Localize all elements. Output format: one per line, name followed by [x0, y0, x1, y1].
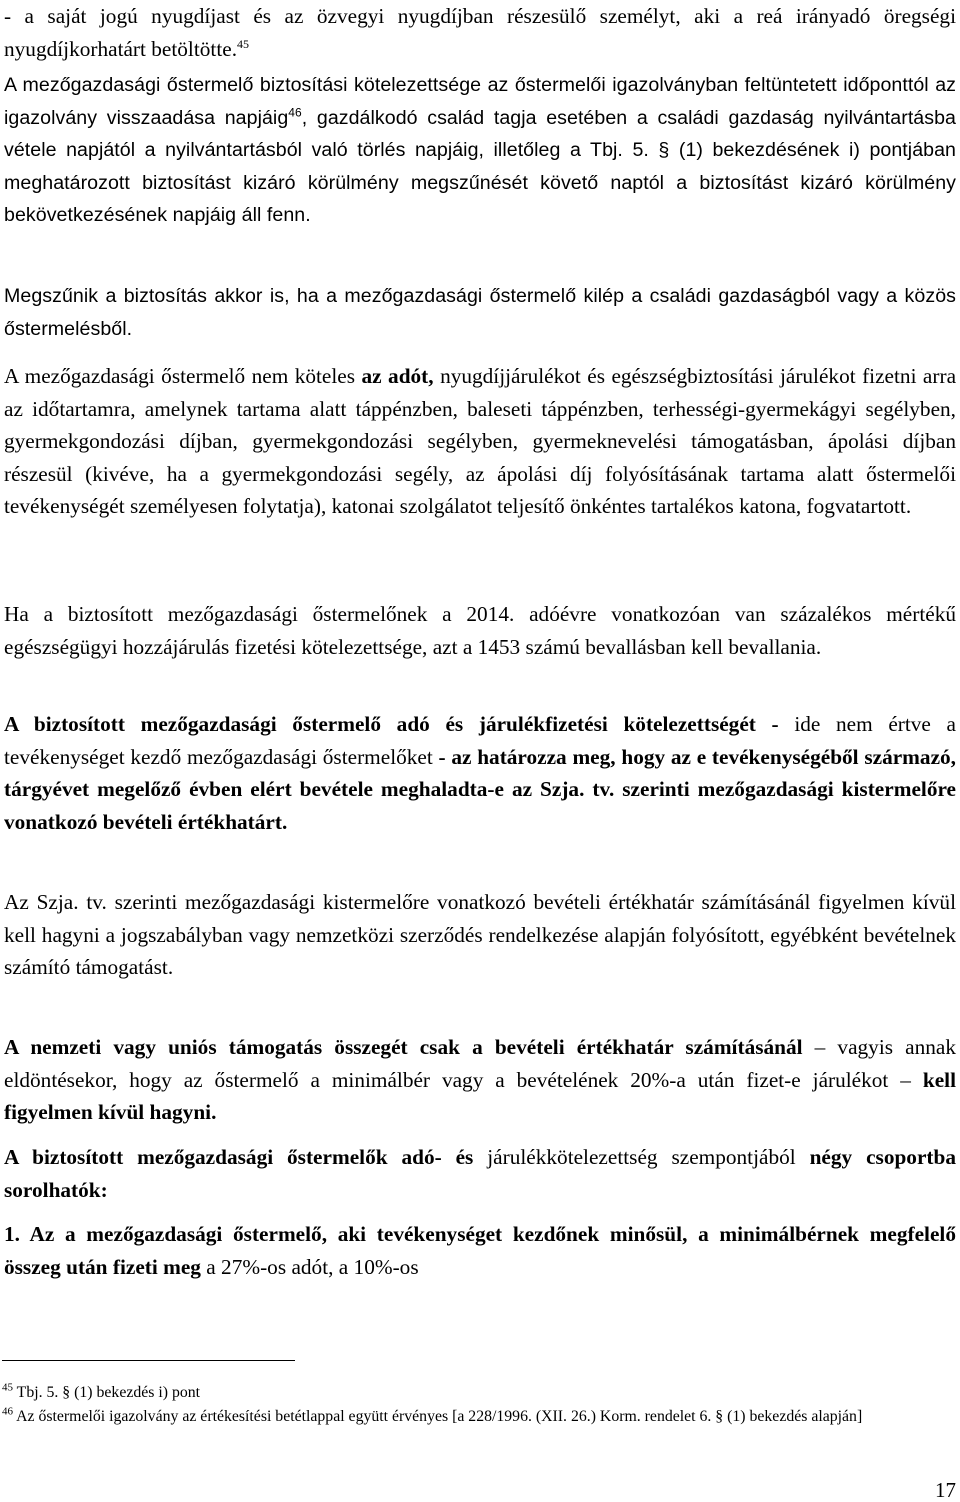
paragraph-tax-exemption [4, 360, 956, 523]
paragraph-text: a 27%-os adót, a 10%-os [206, 1254, 419, 1279]
footnote-45 [2, 1381, 952, 1405]
paragraph-text: A mezőgazdasági őstermelő nem köteles [4, 364, 356, 388]
paragraph-text: nyugdíjjárulékot és egészségbiztosítási járulékot fizetni arra az időtartamra, amelynek tartama alatt táppénzben, baleseti táppénzben, terhességi-gyermekágyi segélyben, gyermekgondozási díjban, gyermekgondozási segélyben, gyermeknevelési támogatásban, ápolási díjban részesül (kivéve, ha a gyermekgondozási segély, az ápolási díj folyósításának tartama alatt őstermelői tevékenységét személyesen folytatja), katonai szolgálatot teljesítő önkéntes tartalékos katona, fogvatartott. [4, 364, 957, 518]
paragraph-health-contribution [4, 598, 956, 663]
paragraph-text: Megszűnik a biztosítás akkor is, ha a mezőgazdasági őstermelő kilép a családi gazdaságból vagy a közös őstermelésből. [4, 285, 956, 340]
paragraph-text: Az Szja. tv. szerinti mezőgazdasági kistermelőre vonatkozó bevételi értékhatár számításánál figyelmen kívül kell hagyni a jogszabályban vagy nemzetközi szerződés rendelkezése alapján folyósított, egyébként bevételnek számító támogatást. [4, 890, 956, 979]
bold-text: 1. Az a mezőgazdasági őstermelő, aki tevékenységet kezdőnek minősül, a minimálbérnek megfelelő összeg után fizeti meg [4, 1222, 956, 1279]
paragraph-text: ide nem értve a tevékenységet kezdő mezőgazdasági őstermelőket [4, 712, 956, 769]
bold-text: kell figyelmen kívül hagyni. [4, 1067, 956, 1124]
paragraph-insurance-period [4, 69, 956, 232]
paragraph-text: A mezőgazdasági őstermelő biztosítási kötelezettsége az őstermelői igazolványban feltüntetett időponttól az igazolvány visszaadása napjáig [4, 74, 956, 129]
bold-text: - az határozza meg, hogy az e tevékenységéből származó, tárgyévet megelőző évben elért bevétele meghaladta-e az Szja. tv. szerinti mezőgazdasági kistermelőre vonatkozó bevételi értékhatárt. [4, 744, 956, 834]
footnote-46 [2, 1405, 952, 1429]
paragraph-insurance-termination [4, 280, 956, 345]
paragraph-text: – vagyis annak eldöntésekor, hogy az őstermelő a minimálbér vagy a bevételének 20%-a után fizet-e járulékot – [4, 1035, 956, 1092]
paragraph-text: - a saját jogú nyugdíjast és az özvegyi nyugdíjban részesülő személyt, aki a reá irányadó öregségi nyugdíjkorhatárt betöltötte. [4, 4, 956, 61]
paragraph-obligation-determination [4, 708, 956, 838]
paragraph-text: Ha a biztosított mezőgazdasági őstermelőnek a 2014. adóévre vonatkozóan van százalékos mértékű egészségügyi hozzájárulás fizetési kötelezettsége, azt a 1453 számú bevallásban kell bevallania. [4, 602, 956, 659]
footnote-reference[interactable]: 45 [237, 36, 250, 51]
bold-text: A biztosított mezőgazdasági őstermelők adó- és [4, 1145, 474, 1169]
footnote-divider [2, 1360, 295, 1361]
paragraph-subsidy-rule [4, 1031, 956, 1129]
paragraph-text: , gazdálkodó család tagja esetében a családi gazdaság nyilvántartásba vétele napjától a nyilvántartásból való törlés napjáig, illetőleg a Tbj. 5. § (1) bekezdésének i) pontjában meghatározott biztosítást kizáró körülmény megszűnését követő naptól a biztosítást kizáró körülmény bekövetkezésének napjáig áll fenn. [4, 106, 956, 226]
paragraph-four-groups [4, 1141, 956, 1206]
footnote-number: 46 [2, 1405, 13, 1418]
paragraph-text: járulékkötelezettség szempontjából [487, 1145, 796, 1169]
footnote-text: Tbj. 5. § (1) bekezdés i) pont [16, 1384, 201, 1401]
bold-text: A biztosított mezőgazdasági őstermelő adó és járulékfizetési kötelezettségét - [4, 712, 779, 736]
footnote-reference[interactable]: 46 [288, 104, 302, 119]
footnote-text: Az őstermelői igazolvány az értékesítési betétlappal együtt érvényes [a 228/1996. (XII. 26.) Korm. rendelet 6. § (1) bekezdés alapján] [16, 1408, 863, 1425]
paragraph-pensioner-exemption [4, 0, 956, 65]
footnote-number: 45 [2, 1381, 13, 1394]
bold-text: az adót, [361, 364, 434, 388]
page-number: 17 [935, 1478, 956, 1502]
bold-text: négy csoportba sorolhatók: [4, 1145, 956, 1202]
bold-text: A nemzeti vagy uniós támogatás összegét csak a bevételi értékhatár számításánál [4, 1035, 803, 1059]
paragraph-group-one [4, 1218, 956, 1283]
paragraph-revenue-limit [4, 886, 956, 984]
